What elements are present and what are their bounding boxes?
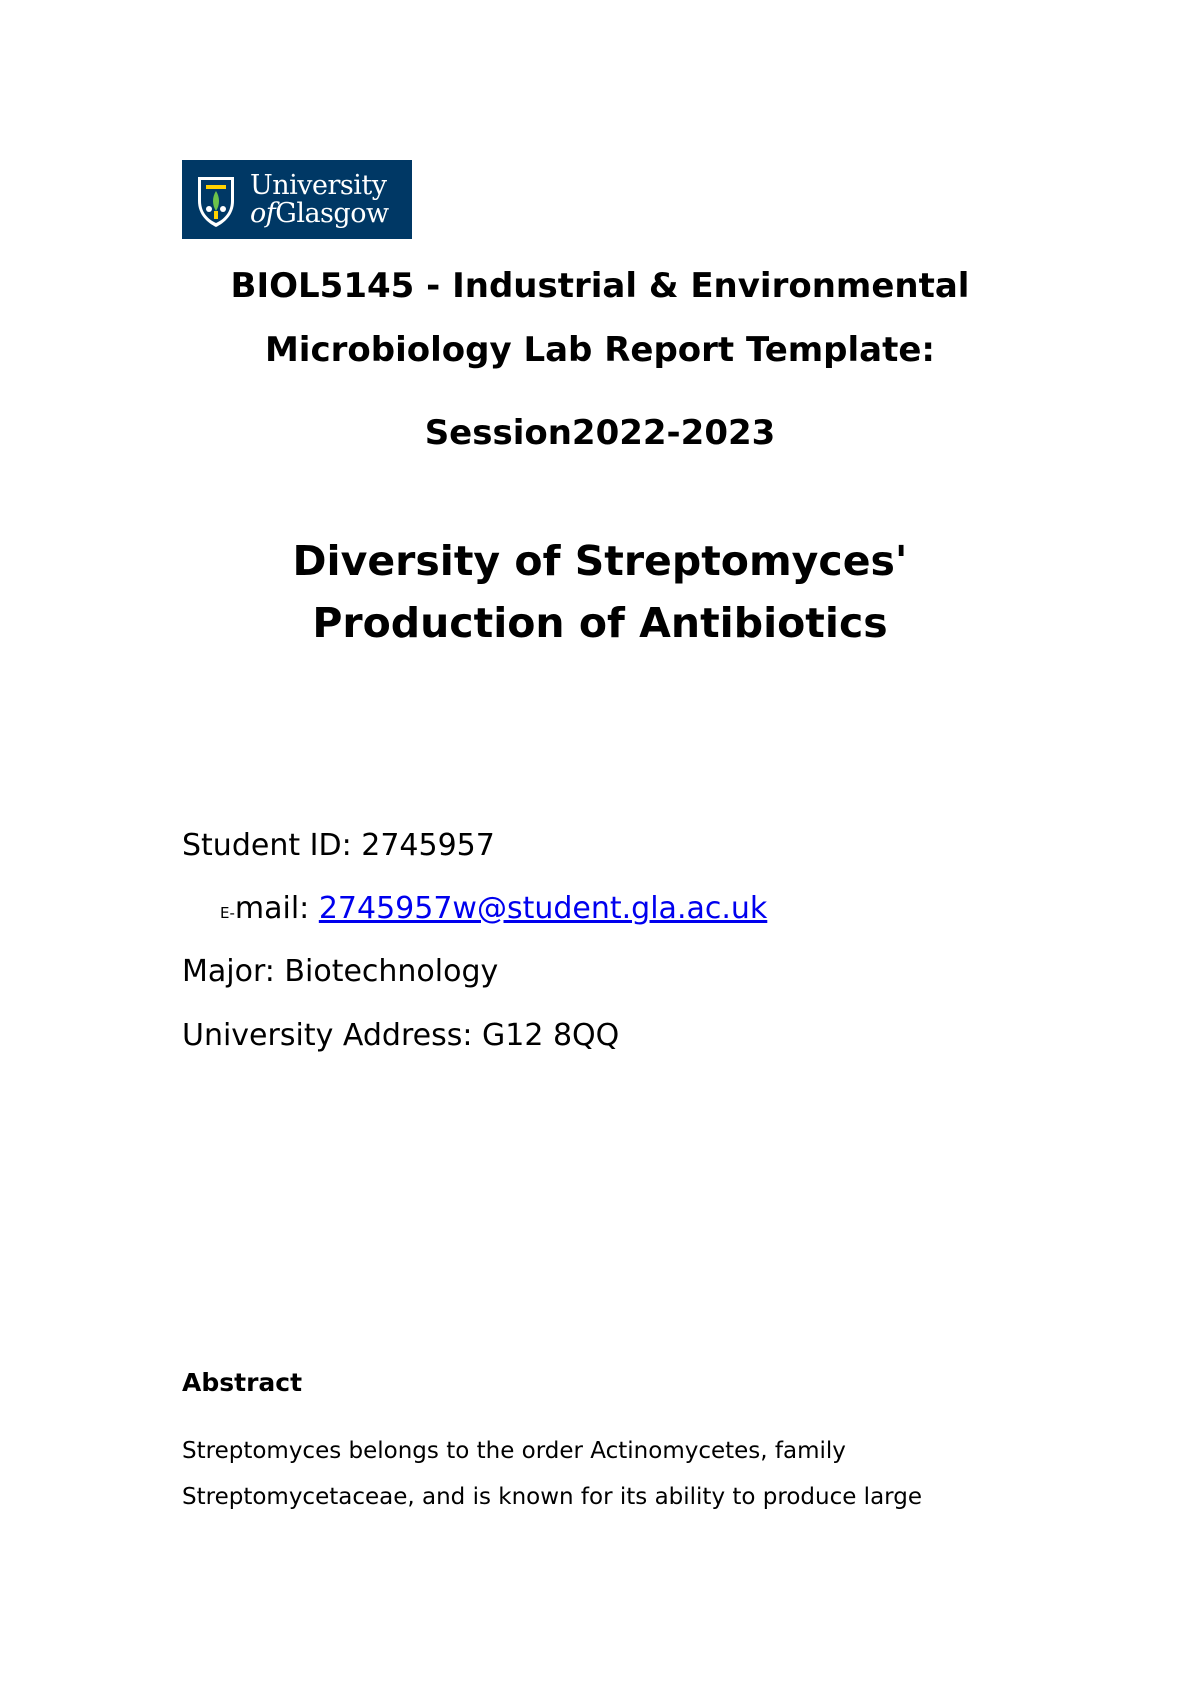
logo-glasgow: Glasgow: [275, 197, 389, 229]
student-id-value: 2745957: [361, 828, 495, 863]
student-email: [220, 891, 767, 926]
abstract-text: Streptomyces belongs to the order Actinomycetes, family Streptomycetaceae, and is known for its ability to produce large: [182, 1438, 922, 1510]
university-logo: [182, 160, 412, 239]
report-title-line-2: Production of Antibiotics: [312, 599, 888, 647]
university-address: [182, 1018, 619, 1053]
logo-wordmark: [250, 169, 389, 229]
logo-of: of: [250, 197, 276, 229]
course-title-line-1: BIOL5145 - Industrial & Environmental: [230, 266, 970, 306]
abstract-heading: Abstract: [182, 1368, 303, 1397]
course-title-line-2: Microbiology Lab Report Template:: [264, 330, 936, 370]
email-link[interactable]: 2745957w@student.gla.ac.uk: [318, 891, 768, 926]
logo-line-university: University: [250, 169, 387, 201]
student-id: [182, 828, 495, 863]
logo-line-glasgow: [250, 197, 389, 229]
student-major: [182, 954, 498, 989]
major-value: Biotechnology: [284, 954, 499, 989]
student-id-label: Student ID:: [182, 828, 362, 863]
report-title-line-1: Diversity of Streptomyces': [292, 537, 908, 585]
crest-icon: [194, 171, 238, 229]
major-label: Major:: [182, 954, 285, 989]
session-line: Session2022-2023: [424, 413, 776, 453]
email-prefix: E-: [220, 904, 235, 922]
address-label: University Address:: [182, 1018, 482, 1053]
email-label: mail:: [234, 891, 319, 926]
address-value: G12 8QQ: [482, 1018, 620, 1053]
